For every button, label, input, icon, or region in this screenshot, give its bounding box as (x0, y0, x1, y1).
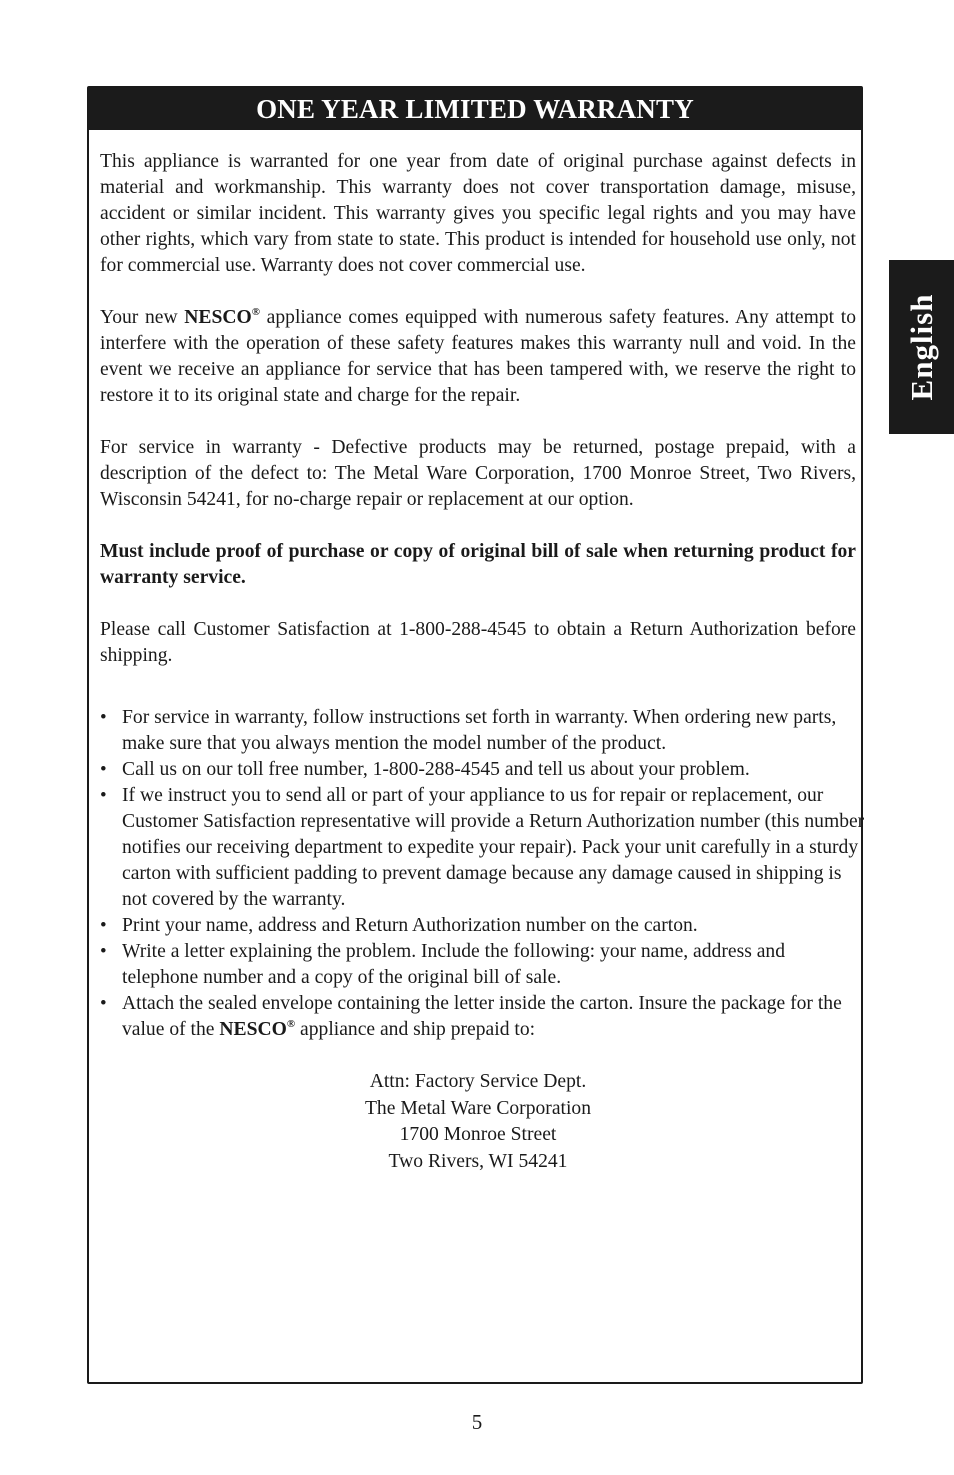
service-instructions-list (100, 705, 865, 1043)
registered-mark: ® (251, 306, 261, 318)
language-tab (889, 260, 954, 434)
list-item: • Print your name, address and Return Authorization number on the carton. (100, 913, 865, 939)
proof-notice: Must include proof of purchase or copy of original bill of sale when returning product for warranty service. (100, 541, 856, 588)
language-tab-label: English (903, 293, 939, 401)
page-number: 5 (471, 1410, 483, 1434)
address-line: Two Rivers, WI 54241 (388, 1150, 568, 1172)
registered-mark: ® (286, 1018, 296, 1030)
address-line: Attn: Factory Service Dept. (369, 1071, 587, 1092)
brand-name: NESCO (184, 307, 252, 328)
brand-name: NESCO (219, 1019, 287, 1040)
shipping-address (100, 1069, 856, 1175)
address-line: The Metal Ware Corporation (364, 1097, 592, 1119)
warranty-paragraph-call: Please call Customer Satisfaction at 1-800-288-4545 to obtain a Return Authorization before shipping. (100, 619, 856, 666)
list-item: • For service in warranty, follow instructions set forth in warranty. When ordering new parts, make sure that you always mention the model number of the product. (100, 705, 865, 757)
warranty-paragraph-coverage: This appliance is warranted for one year from date of original purchase against defects in material and workmanship. This warranty does not cover transportation damage, misuse, accident or similar incident. This warranty gives you specific legal rights and you may have other rights, which vary from state to state. This product is intended for household use only, not for commercial use. Warranty does not cover commercial use. (100, 151, 856, 276)
warranty-content (100, 149, 865, 1175)
list-item: • Call us on our toll free number, 1-800-288-4545 and tell us about your problem. (100, 757, 865, 783)
list-item: • Write a letter explaining the problem. Include the following: your name, address and telephone number and a copy of the original bill of sale. (100, 939, 865, 991)
warranty-paragraph-proof (100, 539, 856, 591)
paragraph-text: appliance comes equipped with numerous safety features. Any attempt to interfere with the operation of these safety features makes this warranty null and void. In the event we receive an appliance for service that has been tampered with, we reserve the right to restore it to its original state and charge for the repair. (100, 307, 857, 406)
warranty-paragraph-safety (100, 305, 856, 409)
list-item: • If we instruct you to send all or part of your appliance to us for repair or replacement, our Customer Satisfaction representative will provide a Return Authorization number (this number notifies our receiving department to expedite your repair). Pack your unit carefully in a sturdy carton with sufficient padding to prevent damage because any damage caused in shipping is not covered by the warranty. (100, 783, 865, 913)
address-line: 1700 Monroe Street (399, 1124, 557, 1145)
list-item-text: appliance and ship prepaid to: (295, 1019, 536, 1040)
warranty-title: ONE YEAR LIMITED WARRANTY (89, 88, 861, 130)
warranty-paragraph-service: For service in warranty - Defective products may be returned, postage prepaid, with a description of the defect to: The Metal Ware Corporation, 1700 Monroe Street, Two Rivers, Wisconsin 54241, for no-charge repair or replacement at our option. (100, 437, 856, 510)
paragraph-text: Your new (100, 307, 185, 328)
warranty-box (87, 86, 863, 1384)
list-item (100, 991, 865, 1043)
list-item-text: Attach the sealed envelope containing the letter inside the carton. Insure the package for the value of the (122, 993, 842, 1040)
